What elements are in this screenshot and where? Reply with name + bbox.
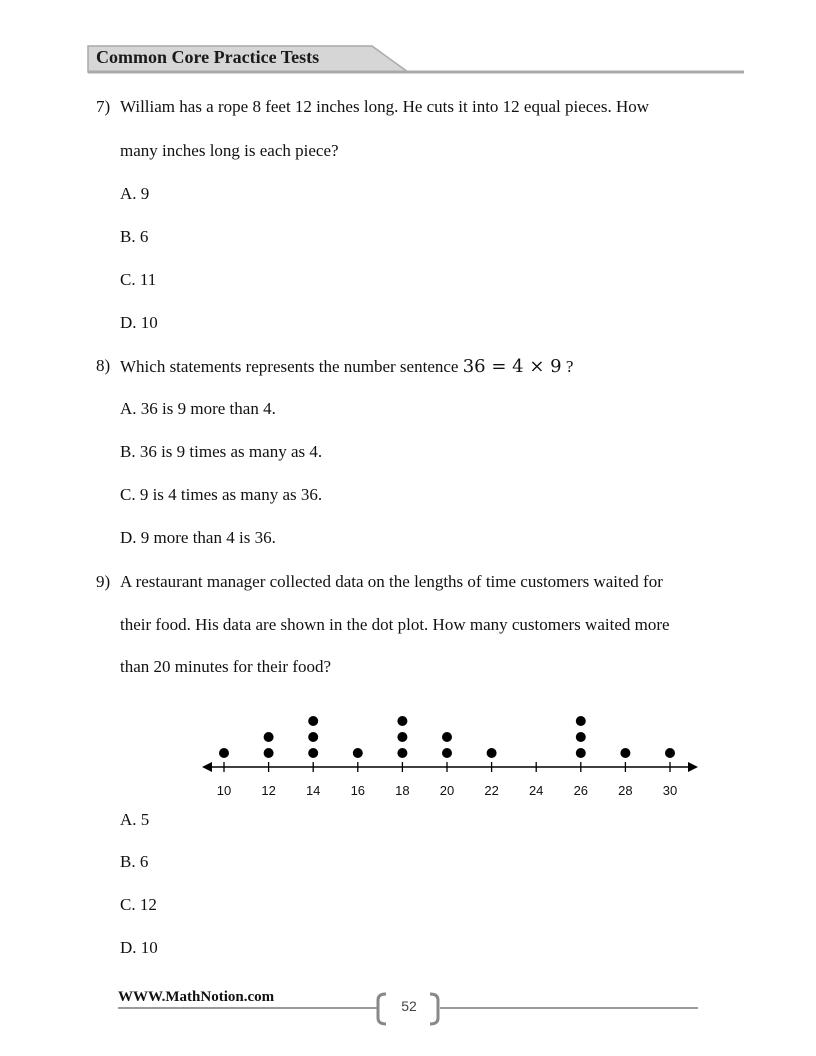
question-9-option-a[interactable]: A. 5 <box>120 810 150 829</box>
tick-label: 30 <box>662 783 678 798</box>
tick-label: 22 <box>484 783 499 798</box>
data-dot <box>576 748 586 758</box>
data-dot <box>620 748 630 758</box>
tick-label: 12 <box>261 783 276 798</box>
question-8-option-a[interactable]: A. 36 is 9 more than 4. <box>120 399 276 418</box>
data-dot <box>665 748 675 758</box>
question-8-option-c[interactable]: C. 9 is 4 times as many as 36. <box>120 485 323 504</box>
question-9-option-b[interactable]: B. 6 <box>120 852 149 871</box>
question-7-option-c[interactable]: C. 11 <box>120 270 157 289</box>
question-7-line-2: many inches long is each piece? <box>120 141 339 160</box>
data-dot <box>308 748 318 758</box>
tick-label: 10 <box>216 783 232 798</box>
question-7-option-d[interactable]: D. 10 <box>120 313 158 332</box>
question-8-option-d[interactable]: D. 9 more than 4 is 36. <box>120 528 276 547</box>
question-9-option-c[interactable]: C. 12 <box>120 895 157 914</box>
data-dot <box>264 732 274 742</box>
data-dot <box>264 748 274 758</box>
question-8-option-b[interactable]: B. 36 is 9 times as many as 4. <box>120 442 323 461</box>
question-7-number: 7) <box>96 97 111 116</box>
question-7-line-1: William has a rope 8 feet 12 inches long. He cuts it into 12 equal pieces. How <box>120 97 650 116</box>
tick-label: 26 <box>573 783 589 798</box>
left-arrow-icon <box>202 762 212 772</box>
question-9-line-1: A restaurant manager collected data on the lengths of time customers waited for <box>120 572 663 591</box>
question-8-suffix: ? <box>561 357 574 376</box>
data-dot <box>442 748 452 758</box>
header-decoration <box>0 0 816 80</box>
data-dot <box>397 716 407 726</box>
tick-label: 14 <box>305 783 321 798</box>
tick-label: 20 <box>439 783 455 798</box>
question-8-number: 8) <box>96 356 111 375</box>
question-8-text <box>120 356 740 377</box>
question-9-number: 9) <box>96 572 111 591</box>
data-dot <box>576 732 586 742</box>
data-dot <box>308 716 318 726</box>
question-9-line-2: their food. His data are shown in the dot plot. How many customers waited more <box>120 615 670 634</box>
question-9-option-d[interactable]: D. 10 <box>120 938 158 957</box>
tick-label: 16 <box>350 783 366 798</box>
data-dot <box>397 748 407 758</box>
right-arrow-icon <box>688 762 698 772</box>
question-9-line-3: than 20 minutes for their food? <box>120 657 332 676</box>
data-dot <box>397 732 407 742</box>
tick-label: 28 <box>618 783 633 798</box>
footer-url[interactable]: WWW.MathNotion.com <box>118 989 275 1005</box>
question-8-math: 36 = 4 × 9 <box>462 356 562 377</box>
data-dot <box>308 732 318 742</box>
data-dot <box>353 748 363 758</box>
data-dot <box>219 748 229 758</box>
question-8-prompt: Which statements represents the number sentence <box>120 357 459 376</box>
tick-label: 18 <box>395 783 410 798</box>
data-dot <box>487 748 497 758</box>
tick-label: 24 <box>528 783 544 798</box>
question-7-option-b[interactable]: B. 6 <box>120 227 149 246</box>
data-dot <box>442 732 452 742</box>
data-dot <box>576 716 586 726</box>
question-7-option-a[interactable]: A. 9 <box>120 184 150 203</box>
page-number: 52 <box>401 998 417 1014</box>
header-title: Common Core Practice Tests <box>96 47 320 67</box>
